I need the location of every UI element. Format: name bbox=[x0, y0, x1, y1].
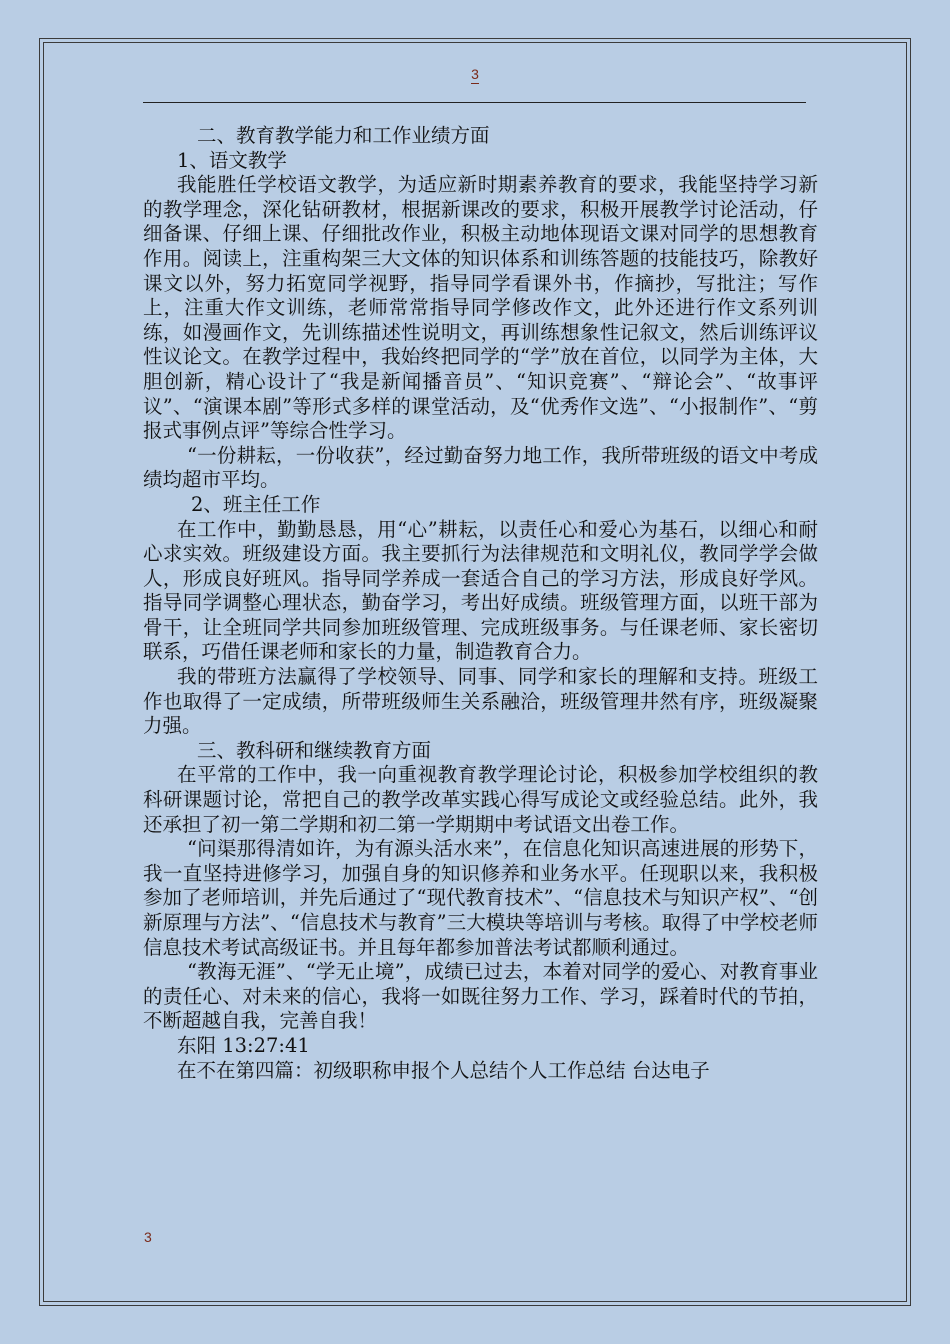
paragraph-chinese-teaching: 我能胜任学校语文教学，为适应新时期素养教育的要求，我能坚持学习新的教学理念，深化钻研教材，根据新课改的要求，积极开展教学讨论活动，仔细备课、仔细上课、仔细批改作业，积极主动地体现语文课对同学的思想教育作用。阅读上，注重构架三大文体的知识体系和训练答题的技能技巧，除教好课文以外，努力拓宽同学视野，指导同学看课外书，作摘抄，写批注；写作上，注重大作文训练，老师常常指导同学修改作文，此外还进行作文系列训练，如漫画作文，先训练描述性说明文，再训练想象性记叙文，然后训练评议性议论文。在教学过程中，我始终把同学的“学”放在首位，以同学为主体，大胆创新，精心设计了“我是新闻播音员”、“知识竞赛”、“辩论会”、“故事评议”、“演课本剧”等形式多样的课堂活动，及“优秀作文选”、“小报制作”、“剪报式事例点评”等综合性学习。 bbox=[143, 173, 818, 443]
paragraph-class-results: 我的带班方法赢得了学校领导、同事、同学和家长的理解和支持。班级工作也取得了一定成绩，所带班级师生关系融洽，班级管理井然有序，班级凝聚力强。 bbox=[143, 665, 818, 738]
paragraph-class-work: 在工作中，勤勤恳恳，用“心”耕耘，以责任心和爱心为基石，以细心和耐心求实效。班级建设方面。我主要抓行为法律规范和文明礼仪，教同学学会做人，形成良好班风。指导同学养成一套适合自己的学习方法，形成良好学风。指导同学调整心理状态，勤奋学习，考出好成绩。班级管理方面，以班干部为骨干，让全班同学共同参加班级管理、完成班级事务。与任课老师、家长密切联系，巧借任课老师和家长的力量，制造教育合力。 bbox=[143, 517, 818, 664]
paragraph-research: 在平常的工作中，我一向重视教育教学理论讨论，积极参加学校组织的教科研课题讨论，常把自己的教学改革实践心得写成论文或经验总结。此外，我还承担了初一第二学期和初二第一学期期中考试语文出卷工作。 bbox=[143, 763, 818, 836]
document-body bbox=[143, 124, 818, 1083]
header-divider bbox=[143, 102, 806, 103]
footer-page-number: 3 bbox=[144, 1229, 152, 1245]
signoff-line: 东阳 13:27:41 bbox=[177, 1033, 310, 1057]
section-heading-3: 三、教科研和继续教育方面 bbox=[197, 738, 432, 762]
section-heading-2: 二、教育教学能力和工作业绩方面 bbox=[197, 124, 490, 147]
paragraph-harvest: “一份耕耘，一份收获”，经过勤奋努力地工作，我所带班级的语文中考成绩均超市平均。 bbox=[143, 443, 818, 492]
paragraph-conclusion: “教海无涯”、“学无止境”，成绩已过去，本着对同学的爱心、对教育事业的责任心、对未来的信心，我将一如既往努力工作、学习，踩着时代的节拍，不断超越自我，完善自我！ bbox=[143, 960, 818, 1033]
subsection-heading-chinese-teaching: 1、语文教学 bbox=[177, 148, 287, 172]
header-page-number: 3 bbox=[471, 66, 479, 82]
subsection-heading-class-teacher: 2、班主任工作 bbox=[191, 492, 321, 516]
paragraph-next-article: 在不在第四篇：初级职称申报个人总结个人工作总结 台达电子 bbox=[177, 1058, 710, 1082]
paragraph-continuing-education: “问渠那得清如许，为有源头活水来”，在信息化知识高速进展的形势下，我一直坚持进修学习，加强自身的知识修养和业务水平。任现职以来，我积极参加了老师培训，并先后通过了“现代教育技术”、“信息技术与知识产权”、“创新原理与方法”、“信息技术与教育”三大模块等培训与考核。取得了中学校老师信息技术考试高级证书。并且每年都参加普法考试都顺利通过。 bbox=[143, 837, 818, 959]
